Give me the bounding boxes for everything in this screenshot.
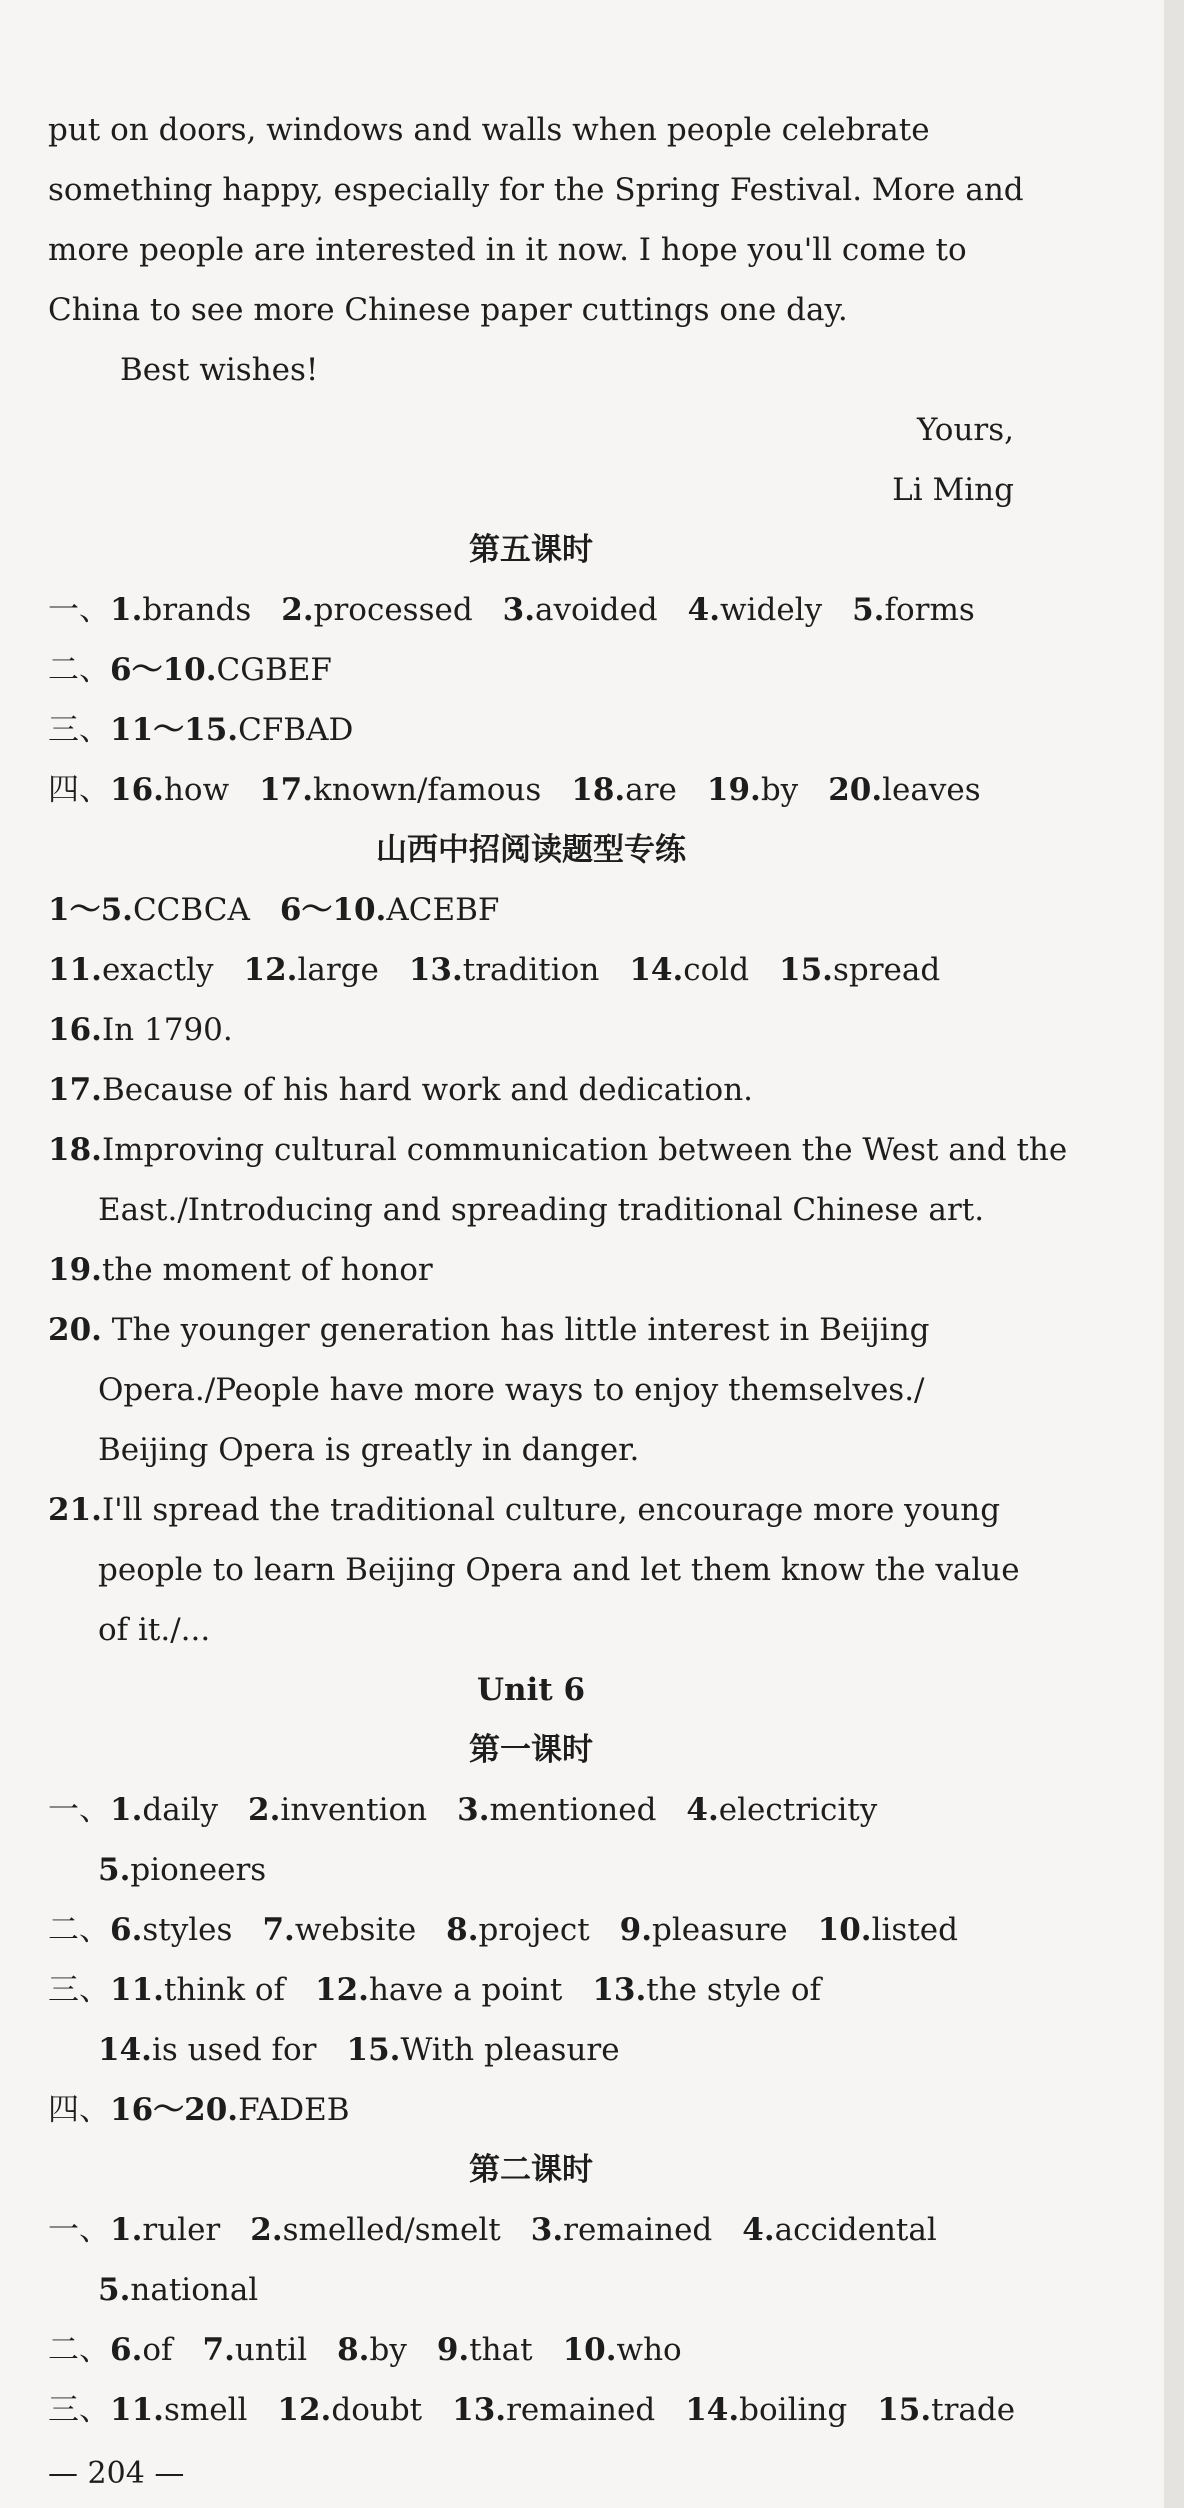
letter-closing: Best wishes! [120, 352, 319, 388]
letter-signature: Li Ming [892, 472, 1014, 508]
letter-line-3: more people are interested in it now. I hope you'll come to [48, 232, 967, 268]
answer-q19: 19.the moment of honor [48, 1252, 433, 1288]
answer-q21-cont: of it./... [98, 1612, 211, 1648]
answer-q21: 21.I'll spread the traditional culture, encourage more young [48, 1492, 1001, 1528]
letter-line-1: put on doors, windows and walls when people celebrate [48, 112, 930, 148]
answer-row: 11.exactly 12.large 13.tradition 14.cold 15.spread [48, 952, 941, 988]
answer-row: 二、6～10.CGBEF [48, 652, 332, 688]
answer-row-cont: 14.is used for 15.With pleasure [98, 2032, 620, 2068]
answer-q17: 17.Because of his hard work and dedication. [48, 1072, 754, 1108]
answer-q18: 18.Improving cultural communication between the West and the [48, 1132, 1068, 1168]
section-title-shanxi-reading: 山西中招阅读题型专练 [376, 832, 686, 868]
answer-row: 二、6.of 7.until 8.by 9.that 10.who [48, 2332, 682, 2368]
answer-row-cont: 5.national [98, 2272, 259, 2308]
answer-q20-cont: Beijing Opera is greatly in danger. [98, 1432, 640, 1468]
section-title-lesson2: 第二课时 [469, 2152, 593, 2188]
answer-row: 一、1.daily 2.invention 3.mentioned 4.electricity [48, 1792, 878, 1828]
answer-row-cont: 5.pioneers [98, 1852, 267, 1888]
letter-yours: Yours, [917, 412, 1014, 448]
answer-q20-cont: Opera./People have more ways to enjoy themselves./ [98, 1372, 925, 1408]
answer-q16: 16.In 1790. [48, 1012, 233, 1048]
answer-row: 三、11.think of 12.have a point 13.the style of [48, 1972, 822, 2008]
answer-row: 一、1.ruler 2.smelled/smelt 3.remained 4.accidental [48, 2212, 937, 2248]
answer-row: 三、11～15.CFBAD [48, 712, 354, 748]
answer-row: 二、6.styles 7.website 8.project 9.pleasure 10.listed [48, 1912, 958, 1948]
letter-line-2: something happy, especially for the Spring Festival. More and [48, 172, 1024, 208]
answer-row: 一、1.brands 2.processed 3.avoided 4.widely 5.forms [48, 592, 975, 628]
answer-q20: 20. The younger generation has little interest in Beijing [48, 1312, 930, 1348]
section-title-lesson1: 第一课时 [469, 1732, 593, 1768]
page-edge-shadow [1164, 0, 1184, 2508]
page-number: — 204 — [48, 2456, 185, 2491]
letter-line-4: China to see more Chinese paper cuttings one day. [48, 292, 848, 328]
answer-row: 四、16～20.FADEB [48, 2092, 350, 2128]
answer-q21-cont: people to learn Beijing Opera and let them know the value [98, 1552, 1020, 1588]
section-title-lesson5: 第五课时 [469, 532, 593, 568]
unit-title: Unit 6 [476, 1672, 586, 1708]
answer-row: 四、16.how 17.known/famous 18.are 19.by 20.leaves [48, 772, 981, 808]
answer-q18-cont: East./Introducing and spreading traditional Chinese art. [98, 1192, 985, 1228]
answer-row: 1～5.CCBCA 6～10.ACEBF [48, 892, 500, 928]
answer-row: 三、11.smell 12.doubt 13.remained 14.boiling 15.trade [48, 2392, 1016, 2428]
